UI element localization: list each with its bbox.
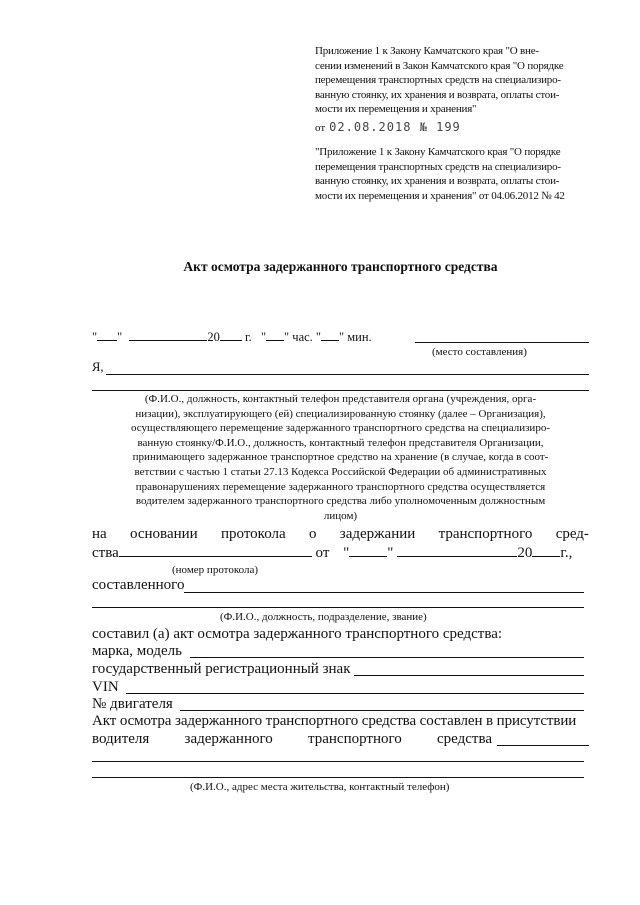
i-label: Я, <box>92 360 104 374</box>
protocol-year-field[interactable] <box>532 544 560 557</box>
protocol-number-field[interactable] <box>119 544 312 557</box>
basis-row <box>92 526 589 543</box>
day-field[interactable] <box>97 328 117 341</box>
basis-word: о <box>308 526 317 542</box>
year-suffix: г., <box>560 545 573 561</box>
quote: " <box>343 545 350 561</box>
driver-caption: (Ф.И.О., адрес места жительства, контактный телефон) <box>190 781 450 793</box>
driver-word: задержанного <box>184 731 273 747</box>
date-time-row <box>92 328 372 345</box>
quote: " <box>117 330 123 344</box>
hours-field[interactable] <box>266 328 284 341</box>
quote: " <box>315 330 322 344</box>
quote: " <box>260 330 267 344</box>
year-field[interactable] <box>220 328 242 341</box>
presence-text: Акт осмотра задержанного транспортного средства составлен в присутствии <box>92 713 577 729</box>
place-line[interactable] <box>415 342 589 343</box>
amendment-note <box>315 44 595 117</box>
drawn-up-caption: (Ф.И.О., должность, подразделение, звание) <box>220 611 427 623</box>
caption-line: осуществляющего перемещение задержанного транспортного средства на специализиро- <box>131 422 550 435</box>
protocol-day-field[interactable] <box>349 544 387 557</box>
driver-word: водителя <box>92 731 150 747</box>
brand-field[interactable] <box>190 657 584 658</box>
caption-line: низации), эксплуатирующего (ей) специализированную стоянку (далее – Организация), <box>135 407 546 420</box>
brand-label: марка, модель <box>92 643 182 659</box>
month-field[interactable] <box>129 328 207 341</box>
protocol-caption: (номер протокола) <box>172 564 259 576</box>
amendment-line: мости их перемещения и хранения" <box>315 103 477 115</box>
page-title: Акт осмотра задержанного транспортного средства <box>183 259 498 274</box>
date-prefix: от <box>315 122 326 134</box>
drawn-up-line-1[interactable] <box>184 592 584 593</box>
amendment-line: ванную стоянку, их хранения и возврата, оплаты стои- <box>315 88 560 101</box>
original-line: мости их перемещения и хранения" от 04.06.2012 № 42 <box>315 189 565 202</box>
basis-word: сред- <box>555 526 589 542</box>
quote: " <box>339 330 345 344</box>
caption-line: ветствии с частью 1 статьи 27.13 Кодекса Российской Федерации об административных <box>134 465 547 478</box>
compiled-text: составил (а) акт осмотра задержанного транспортного средства: <box>92 626 503 642</box>
year-suffix: г. <box>244 330 252 344</box>
driver-word: транспортного <box>307 731 402 747</box>
vin-label: VIN <box>92 679 119 695</box>
amendment-line: Приложение 1 к Закону Камчатского края "О вне- <box>315 45 539 57</box>
amendment-line: перемещения транспортных средств на специализиро- <box>315 74 561 86</box>
basis-word: на <box>92 526 107 542</box>
amendment-date <box>315 118 461 136</box>
drawn-up-line-2[interactable] <box>92 607 584 608</box>
original-law-note <box>315 145 600 203</box>
driver-row <box>92 731 492 748</box>
basis-word: протокола <box>221 526 286 542</box>
engine-label: № двигателя <box>92 696 173 712</box>
hours-label: час. <box>292 330 313 344</box>
original-line: "Приложение 1 к Закону Камчатского края "О порядке <box>315 146 561 158</box>
basis-word: транспортного <box>438 526 533 542</box>
amendment-line: сении изменений в Закон Камчатского края "О порядке <box>315 59 564 72</box>
official-line-1[interactable] <box>106 374 589 375</box>
driver-word: средства <box>436 731 492 747</box>
basis-word: задержании <box>339 526 416 542</box>
place-caption: (место составления) <box>432 346 527 358</box>
year-prefix: 20 <box>517 545 533 561</box>
protocol-month-field[interactable] <box>397 544 517 557</box>
year-prefix: 20 <box>207 330 220 344</box>
from-label: от <box>315 545 330 561</box>
engine-field[interactable] <box>180 710 584 711</box>
protocol-row <box>92 544 589 562</box>
caption-line: (Ф.И.О., должность, контактный телефон представителя органа (учреждения, орга- <box>144 393 537 405</box>
caption-line: ванную стоянку/Ф.И.О., должность, контактный телефон представителя Организации, <box>137 436 544 449</box>
plate-field[interactable] <box>354 675 584 676</box>
vin-field[interactable] <box>126 693 584 694</box>
drawn-up-label: составленного <box>92 577 185 593</box>
caption-line: лицом) <box>323 509 358 522</box>
driver-field-2[interactable] <box>92 761 584 762</box>
original-line: ванную стоянку, их хранения и возврата, оплаты стои- <box>315 175 560 187</box>
caption-line: принимающего задержанное транспортное средство на хранение (в случае, когда в соот- <box>132 451 549 464</box>
quote: " <box>387 545 394 561</box>
minutes-label: мин. <box>347 330 372 344</box>
caption-line: правонарушениях перемещение задержанного транспортного средства осуществляется <box>135 480 546 493</box>
caption-line: водителем задержанного транспортного средства либо уполномоченным должностным <box>135 495 546 508</box>
quote: " <box>92 330 98 344</box>
official-caption <box>92 392 589 523</box>
original-line: перемещения транспортных средств на специализиро- <box>315 160 561 173</box>
basis-start: ства <box>92 545 119 561</box>
basis-word: основании <box>130 526 198 542</box>
minutes-field[interactable] <box>321 328 339 341</box>
date-value: 02.08.2018 № 199 <box>329 120 461 134</box>
official-line-2[interactable] <box>92 390 589 391</box>
driver-field-1[interactable] <box>497 745 589 746</box>
driver-field-3[interactable] <box>92 777 584 778</box>
quote: " <box>284 330 290 344</box>
plate-label: государственный регистрационный знак <box>92 661 351 677</box>
